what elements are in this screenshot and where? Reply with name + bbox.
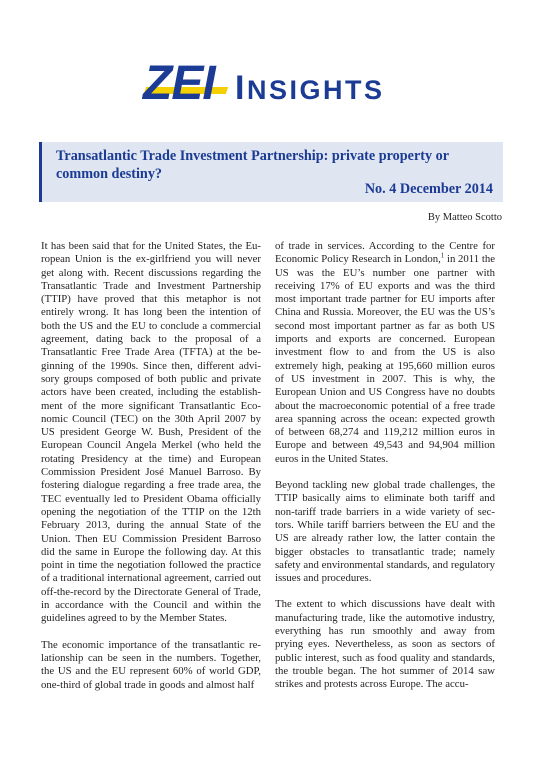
paragraph: Beyond tackling new global trade challenges, the TTIP basically aims to eliminate both tariff and non-tariff trade barriers in a wide variety of sectors. While tariff barriers between the EU and the US are already rather low, the latter contain the bigger obstacles to transatlantic trade; namely safety and environmental standards, and regulatory issues and procedures. [275,479,495,585]
logo-insights [235,71,384,107]
right-column [275,240,495,692]
issue-date: No. 4 December 2014 [364,181,493,197]
paragraph: The extent to which discussions have dealt with manufacturing trade, like the automotive industry, everything has run smoothly and away from prying eyes. Nevertheless, as soon as sectors of public interest, such as food quality and standards, the trouble began. The hot summer of 2014 saw strikes and protests across Europe. The accu- [275,598,495,691]
paragraph-text: of trade in services. According to the Centre for Economic Policy Research in London, [275,240,495,266]
logo-zei: ZEI [143,57,215,110]
paragraph [275,240,495,466]
logo-insights-initial: I [235,69,247,107]
paragraph-text: in 2011 the US was the EU’s number one partner with receiving 17% of EU exports and was the third most important trade partner for EU imports after China and Russia. Moreover, the EU was the US’s second most important partner as far as both US imports and exports are concerned. European investment flow to and from the US is also extremely high, peaking at 195,660 million euros of US investment in 2007. This is why, the European Union and US Congress have no doubts about the macroeconomic potential of a free trade area spanning across the ocean: expected growth of between 68,274 and 119,212 million euros in Europe and between 49,543 and 94,904 million euros in the United States. [275,253,495,465]
logo-insights-rest: NSIGHTS [246,75,385,105]
author-byline: By Matteo Scotto [427,212,502,223]
paragraph: The economic importance of the transatlantic relationship can be seen in the numbers. Together, the US and the EU represent 60% of world GDP, one-third of global trade in goods and almost half [41,638,261,691]
article-title: Transatlantic Trade Investment Partnership: private property or common destiny? [56,148,449,182]
left-column [41,240,261,692]
title-band [39,142,503,202]
footnote-marker[interactable]: 1 [440,251,445,260]
paragraph: It has been said that for the United States, the European Union is the ex-girlfriend you will never get along with. Recent discussions regarding the Transatlantic Trade and Investment Partnership (TTIP) have proved that this metaphor is not entirely wrong. It has long been the intention of both the US and the EU to conclude a commercial agreement, dating back to the proposal of a Transatlantic Free Trade Area (TFTA) at the beginning of the 1990s. Since then, different advisory groups composed of both public and private actors have been created, including the establishment of the more significant Transatlantic Economic Council (TEC) on the 30th April 2007 by US president George W. Bush, President of the European Council Angela Merkel (who held the rotating Presidency at the time) and European Commission President José Manuel Barroso. By fostering dialogue regarding a free trade area, the TEC eventually led to President Obama officially opening the negotiation of the TTIP on the 12th February 2013, during the annual State of the Union. Then EU Commission President Barroso did the same in Europe the following day. At this point in time the negotiation followed the practice of a traditional international agreement, carried out off-the-record by the Directorate General of Trade, in accordance with the Council and within the guidelines agreed to by the Member States. [41,240,261,625]
